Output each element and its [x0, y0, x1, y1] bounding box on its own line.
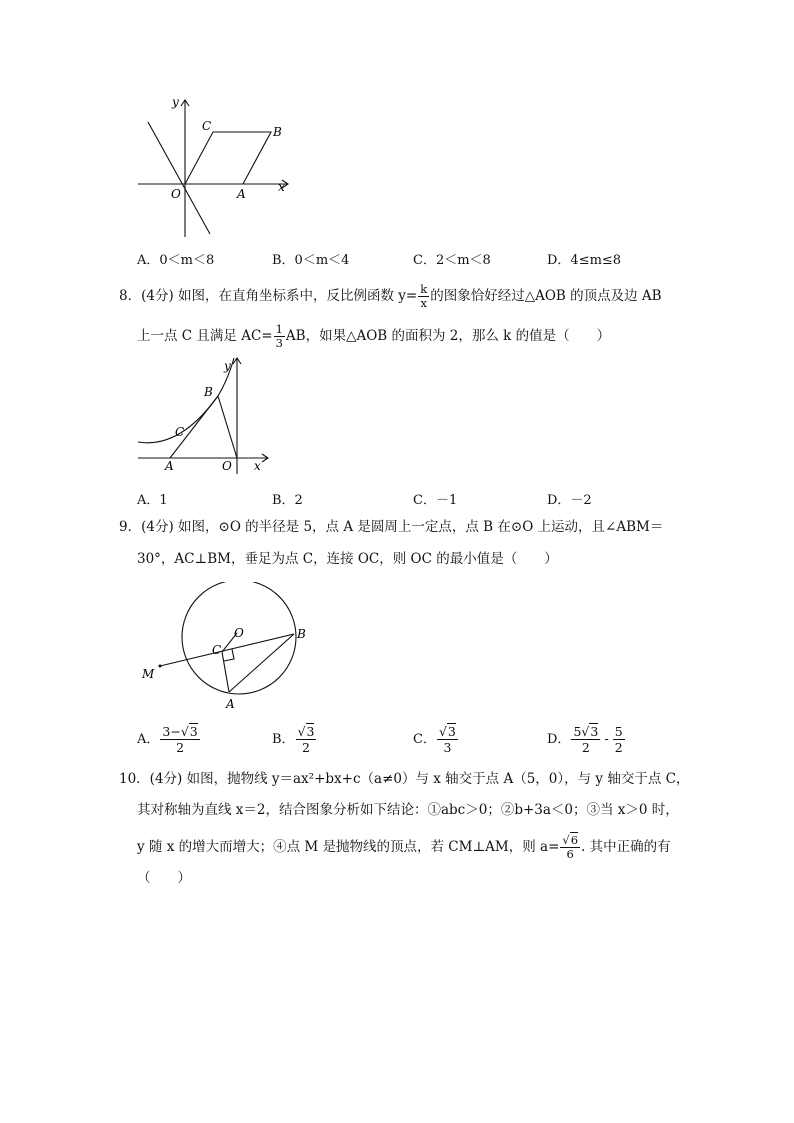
q7-figure — [130, 92, 300, 242]
q7-option-c: C．2＜m＜8 — [413, 253, 491, 268]
q7-point-B: B — [273, 125, 282, 139]
q9-point-O: O — [234, 626, 244, 640]
q10-question-line1: 10．(4分) 如图，抛物线 y＝ax²+bx+c（a≠0）与 x 轴交于点 A（5，0），与 y 轴交于点 C， — [119, 771, 690, 787]
q7-option-d: D．4≤m≤8 — [547, 253, 622, 268]
q8-point-A: A — [165, 459, 174, 473]
q8-figure — [130, 356, 270, 476]
q9-option-b: B． $\frac{√3}{2}$ — [272, 724, 315, 755]
q9-point-M: M — [142, 667, 155, 681]
q8-option-d: D．－2 — [547, 493, 592, 508]
q9-question-line2: 30°，AC⊥BM，垂足为点 C，连接 OC，则 OC 的最小值是（ ） — [137, 551, 558, 567]
q7-y-label: y — [172, 95, 179, 109]
q8-question-line1: 8．(4分) 如图，在直角坐标系中，反比例函数 y= $\frac{k}{x}$ 的图象恰好经过△AOB 的顶点及边 AB — [119, 282, 662, 310]
q8-option-a: A．1 — [137, 493, 168, 508]
q8-y-label: y — [224, 359, 231, 373]
q7-point-A: A — [237, 187, 246, 201]
q7-option-a: A．0＜m＜8 — [137, 253, 215, 268]
q7-option-b: B．0＜m＜4 — [272, 253, 350, 268]
q8-fraction-k-over-x: $\frac{k}{x}$ — [420, 282, 428, 310]
q7-point-C: C — [202, 119, 212, 133]
q8-x-label: x — [254, 459, 261, 473]
q9-figure — [138, 582, 318, 712]
q10-question-line2: 其对称轴为直线 x＝2，结合图象分析如下结论：①abc＞0；②b+3a＜0；③当 x＞0 时， — [137, 802, 679, 818]
q9-point-C: C — [212, 643, 222, 657]
q9-point-A: A — [226, 697, 235, 711]
q9-option-c: C． $\frac{√3}{3}$ — [413, 724, 456, 755]
q8-option-c: C．－1 — [413, 493, 458, 508]
q8-point-B: B — [204, 385, 213, 399]
q7-point-O: O — [171, 187, 181, 201]
q7-x-label: x — [278, 180, 285, 194]
q8-option-b: B．2 — [272, 493, 303, 508]
q8-question-line2: 上一点 C 且满足 AC= $\frac{1}{3}$ AB，如果△AOB 的面积为 2，那么 k 的值是（ ） — [137, 322, 611, 350]
q10-fraction-sqrt6-over-6: $\frac{√6}{6}$ — [562, 833, 579, 861]
q10-question-line4: （ ） — [137, 870, 191, 886]
q10-question-line3: y 随 x 的增大而增大；④点 M 是抛物线的顶点，若 CM⊥AM，则 a= $\frac{√6}{6}$ . 其中正确的有 — [137, 833, 671, 861]
q9-option-d: D． $\frac{5√3}{2}$ - $\frac{5}{2}$ — [547, 724, 623, 755]
q8-point-C: C — [175, 425, 185, 439]
q8-fraction-one-third: $\frac{1}{3}$ — [275, 322, 283, 350]
q9-question-line1: 9．(4分) 如图，⊙O 的半径是 5，点 A 是圆周上一定点，点 B 在⊙O 上运动，且∠ABM＝ — [119, 519, 664, 535]
q8-point-O: O — [222, 459, 232, 473]
q9-option-a: A． $\frac{3-√3}{2}$ — [137, 724, 198, 755]
q9-point-B: B — [297, 627, 306, 641]
